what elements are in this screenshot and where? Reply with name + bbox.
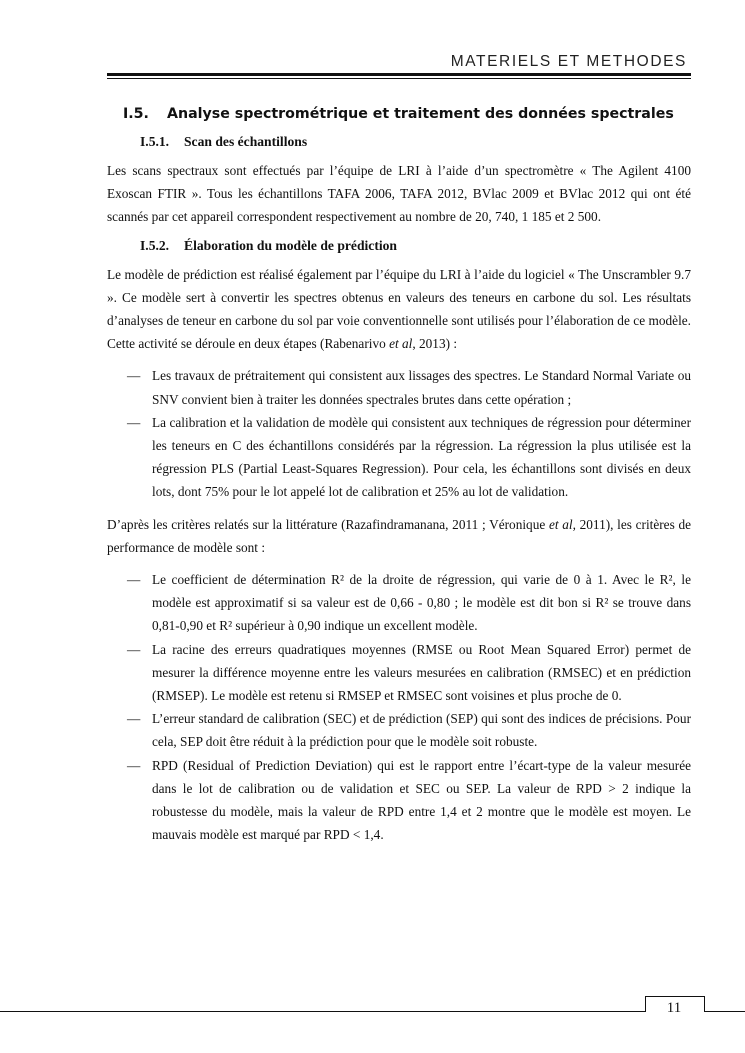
dash-bullet: — [127, 368, 141, 384]
section-number: I.5. [123, 106, 149, 122]
paragraph-text: Le modèle de prédiction est réalisé également par l’équipe du LRI à l’aide du logiciel « The Unscrambler 9.7 ». Ce modèle sert à convertir les spectres obtenus en valeurs des teneurs en carbone du sol. Les résultats d’analyses de teneur en carbone du sol par voie conventionnelle sont utilisés pour l’élaboration de ce modèle. Cette activité se déroule en deux étapes (Rabenarivo [107, 266, 691, 352]
citation-italic: et al [389, 336, 413, 352]
citation-italic: et al, [548, 516, 576, 532]
dash-bullet: — [127, 414, 141, 430]
header-rule [107, 73, 691, 76]
steps-list [107, 364, 691, 503]
list-item-text: Les travaux de prétraitement qui consistent aux lissages des spectres. Le Standard Normal Variate ou SNV convient bien à traiter les données spectrales brutes dans cette opération ; [152, 368, 691, 407]
header-rule-thin [107, 78, 691, 79]
list-item-text: RPD (Residual of Prediction Deviation) qui est le rapport entre l’écart-type de la valeur mesurée dans le lot de calibration ou de validation et SEC ou SEP. La valeur de RPD > 2 indique la robustesse du modèle, mais la valeur de RPD entre 1,4 et 2 montre que le modèle est moyen. Le mauvais modèle est marqué par RPD < 1,4. [152, 757, 691, 843]
page-number: 11 [666, 1000, 682, 1016]
list-item [107, 568, 691, 638]
list-item-text: La calibration et la validation de modèle qui consistent aux techniques de régression pour déterminer les teneurs en C des échantillons considérés par la régression. La régression la plus utilisée est la régression PLS (Partial Least-Squares Regression). Pour cela, les échantillons sont divisés en deux lots, dont 75% pour le lot appelé lot de calibration et 25% au lot de validation. [152, 414, 691, 500]
list-item-text: L’erreur standard de calibration (SEC) et de prédiction (SEP) qui sont des indices de précisions. Pour cela, SEP doit être réduit à la prédiction pour que le modèle soit robuste. [152, 711, 691, 750]
subsection-title: Élaboration du modèle de prédiction [184, 237, 397, 253]
paragraph-tail: 2011), les critères de performance de modèle sont : [107, 516, 691, 555]
paragraph-criteria [107, 513, 691, 559]
section-heading [123, 106, 691, 122]
page-content [107, 106, 691, 855]
section-title: Analyse spectrométrique et traitement des données spectrales [167, 106, 674, 122]
dash-bullet: — [127, 572, 141, 588]
paragraph-text: D’après les critères relatés sur la littérature (Razafindramanana, 2011 ; Véronique [107, 516, 549, 532]
list-item [107, 638, 691, 708]
paragraph-model [107, 263, 691, 356]
subsection-heading-scan [140, 134, 691, 150]
subsection-title: Scan des échantillons [184, 134, 308, 149]
running-header: MATERIELS ET METHODES [450, 53, 687, 70]
subsection-number: I.5.2. [140, 237, 170, 253]
footer-rule [0, 1011, 745, 1012]
list-item [107, 707, 691, 753]
paragraph-tail: , 2013) : [412, 336, 458, 352]
criteria-list [107, 568, 691, 846]
dash-bullet: — [127, 757, 141, 773]
subsection-number: I.5.1. [140, 134, 170, 149]
paragraph-scan: Les scans spectraux sont effectués par l’équipe de LRI à l’aide d’un spectromètre « The Agilent 4100 Exoscan FTIR ». Tous les échantillons TAFA 2006, TAFA 2012, BVlac 2009 et BVlac 2012 qui ont été scannés par cet appareil correspondent respectivement au nombre de 20, 740, 1 185 et 2 500. [107, 163, 691, 225]
list-item-text: La racine des erreurs quadratiques moyennes (RMSE ou Root Mean Squared Error) permet de mesurer la différence moyenne entre les valeurs mesurées en calibration (RMSEC) et en prédiction (RMSEP). Le modèle est retenu si RMSEP et RMSEC sont voisines et plus proche de 0. [152, 641, 691, 704]
dash-bullet: — [127, 711, 141, 727]
list-item [107, 754, 691, 847]
list-item [107, 364, 691, 410]
list-item-text: Le coefficient de détermination R² de la droite de régression, qui varie de 0 à 1. Avec le R², le modèle est approximatif si sa valeur est de 0,66 - 0,80 ; le modèle est dit bon si R² se trouve dans 0,81-0,90 et R² supérieur à 0,90 indique un excellent modèle. [152, 572, 691, 634]
dash-bullet: — [127, 641, 141, 657]
subsection-heading-model [140, 238, 691, 254]
list-item [107, 411, 691, 504]
